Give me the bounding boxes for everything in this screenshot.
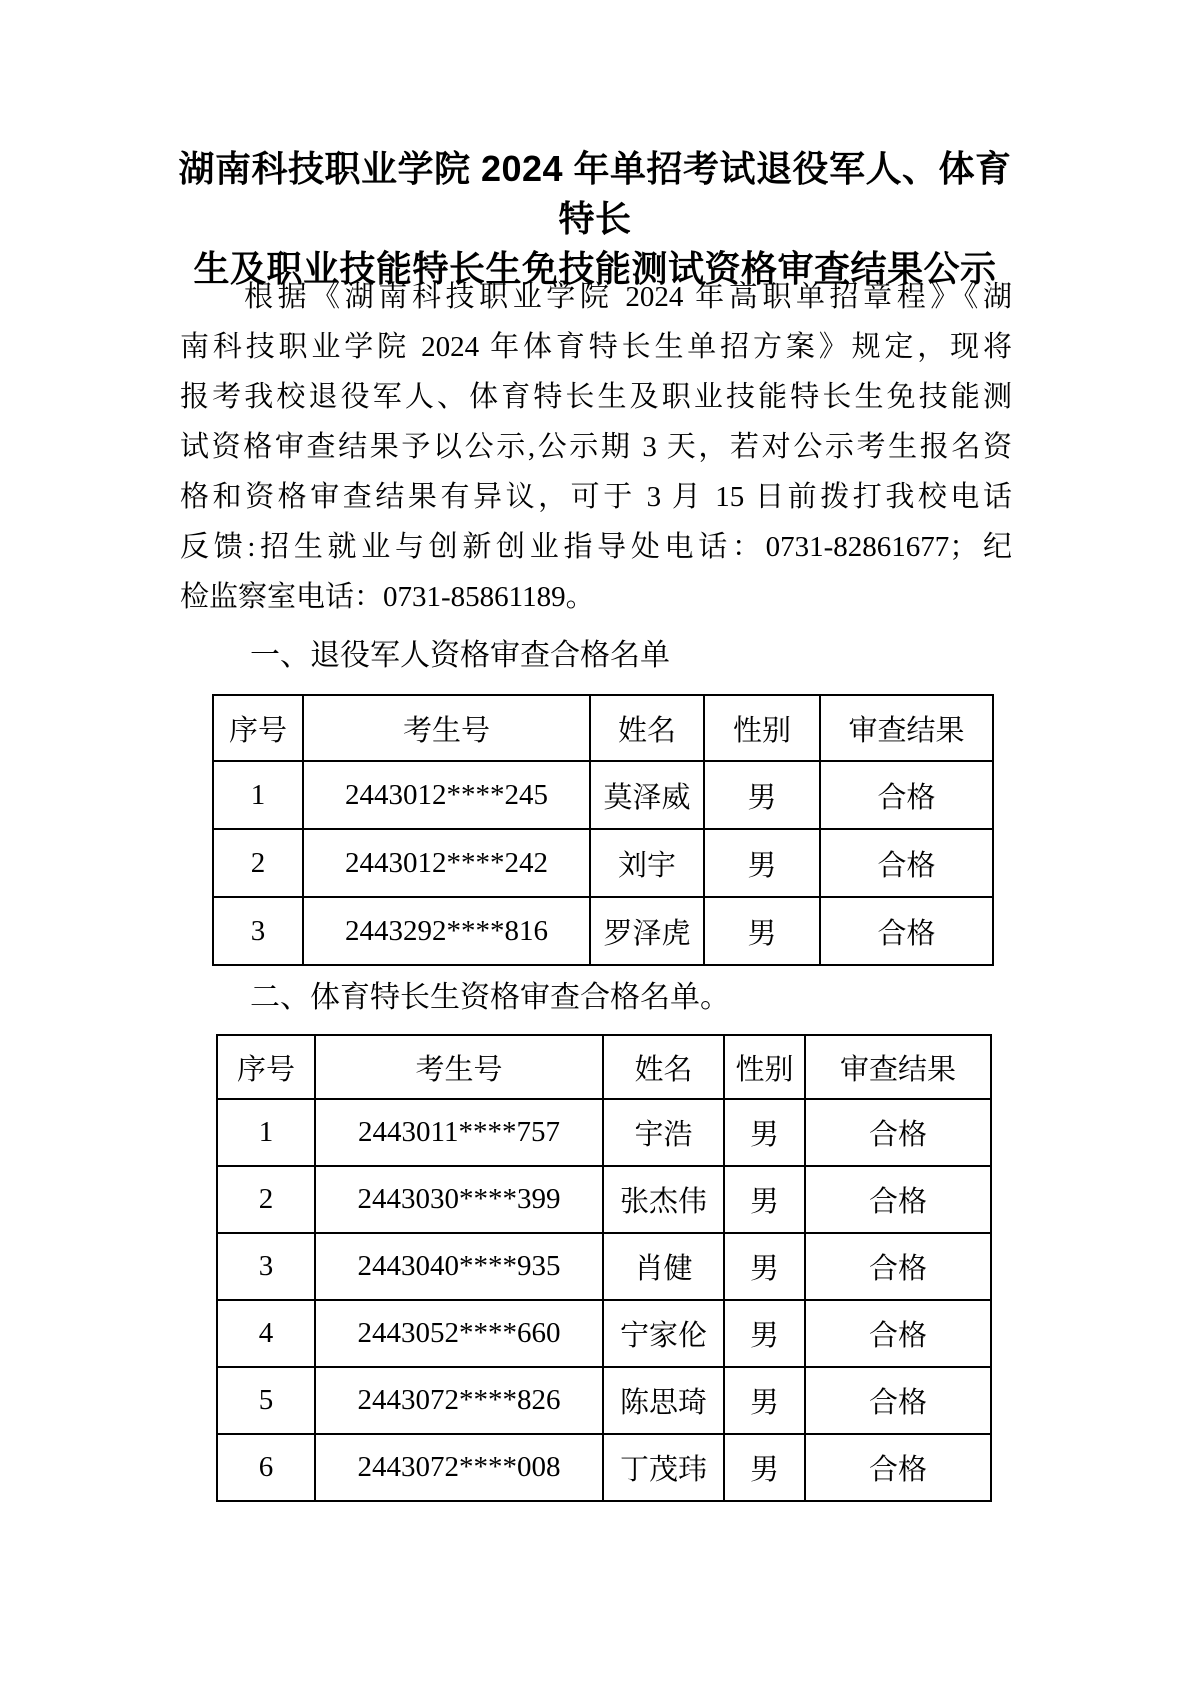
title-line-1: 湖南科技职业学院 2024 年单招考试退役军人、体育特长 xyxy=(178,148,1012,239)
cell-candidate-no: 2443072****826 xyxy=(315,1367,603,1434)
cell-seq: 5 xyxy=(217,1367,315,1434)
cell-seq: 3 xyxy=(213,897,303,965)
cell-candidate-no: 2443292****816 xyxy=(303,897,590,965)
header-result: 审查结果 xyxy=(820,695,993,761)
cell-result: 合格 xyxy=(805,1300,991,1367)
cell-result: 合格 xyxy=(805,1233,991,1300)
cell-gender: 男 xyxy=(724,1099,805,1166)
table-row xyxy=(217,1166,991,1233)
cell-gender: 男 xyxy=(724,1434,805,1501)
cell-seq: 4 xyxy=(217,1300,315,1367)
cell-seq: 2 xyxy=(217,1166,315,1233)
cell-seq: 2 xyxy=(213,829,303,897)
cell-name: 丁茂玮 xyxy=(603,1434,724,1501)
header-name: 姓名 xyxy=(590,695,704,761)
header-gender: 性别 xyxy=(724,1035,805,1099)
table-header-row xyxy=(217,1035,991,1099)
cell-result: 合格 xyxy=(805,1434,991,1501)
cell-candidate-no: 2443052****660 xyxy=(315,1300,603,1367)
cell-gender: 男 xyxy=(724,1233,805,1300)
table-row xyxy=(213,897,993,965)
cell-result: 合格 xyxy=(805,1367,991,1434)
paragraph-line: 格和资格审查结果有异议，可于 3 月 15 日前拨打我校电话 xyxy=(180,481,1012,513)
cell-result: 合格 xyxy=(805,1166,991,1233)
table-row xyxy=(217,1300,991,1367)
cell-name: 肖健 xyxy=(603,1233,724,1300)
table-row xyxy=(217,1367,991,1434)
cell-candidate-no: 2443012****242 xyxy=(303,829,590,897)
cell-candidate-no: 2443012****245 xyxy=(303,761,590,829)
cell-seq: 6 xyxy=(217,1434,315,1501)
cell-candidate-no: 2443030****399 xyxy=(315,1166,603,1233)
header-candidate-no: 考生号 xyxy=(303,695,590,761)
paragraph-line: 反馈:招生就业与创新创业指导处电话：0731-82861677；纪 xyxy=(180,531,1012,563)
cell-name: 陈思琦 xyxy=(603,1367,724,1434)
cell-name: 宁家伦 xyxy=(603,1300,724,1367)
cell-candidate-no: 2443072****008 xyxy=(315,1434,603,1501)
cell-name: 莫泽威 xyxy=(590,761,704,829)
cell-result: 合格 xyxy=(820,761,993,829)
cell-name: 张杰伟 xyxy=(603,1166,724,1233)
title-line-2: 生及职业技能特长生免技能测试资格审查结果公示 xyxy=(193,248,997,289)
header-candidate-no: 考生号 xyxy=(315,1035,603,1099)
cell-name: 宇浩 xyxy=(603,1099,724,1166)
cell-name: 刘宇 xyxy=(590,829,704,897)
cell-result: 合格 xyxy=(805,1099,991,1166)
table-row xyxy=(217,1233,991,1300)
table-row xyxy=(217,1434,991,1501)
table-row xyxy=(213,761,993,829)
cell-name: 罗泽虎 xyxy=(590,897,704,965)
cell-result: 合格 xyxy=(820,829,993,897)
header-gender: 性别 xyxy=(704,695,820,761)
paragraph-line: 根据《湖南科技职业学院 2024 年高职单招章程》《湖 xyxy=(244,281,1012,313)
paragraph-line: 南科技职业学院 2024 年体育特长生单招方案》规定，现将 xyxy=(180,331,1012,363)
table-header-row xyxy=(213,695,993,761)
cell-seq: 3 xyxy=(217,1233,315,1300)
cell-gender: 男 xyxy=(704,761,820,829)
cell-gender: 男 xyxy=(704,829,820,897)
cell-gender: 男 xyxy=(724,1367,805,1434)
header-seq: 序号 xyxy=(213,695,303,761)
section-1-heading: 一、退役军人资格审查合格名单 xyxy=(250,639,670,672)
cell-seq: 1 xyxy=(217,1099,315,1166)
paragraph-line: 检监察室电话：0731-85861189。 xyxy=(180,581,595,613)
header-seq: 序号 xyxy=(217,1035,315,1099)
paragraph-line: 报考我校退役军人、体育特长生及职业技能特长生免技能测 xyxy=(180,381,1012,413)
paragraph-line: 试资格审查结果予以公示,公示期 3 天，若对公示考生报名资 xyxy=(180,431,1012,463)
intro-paragraph xyxy=(180,272,1012,622)
cell-gender: 男 xyxy=(704,897,820,965)
cell-seq: 1 xyxy=(213,761,303,829)
header-result: 审查结果 xyxy=(805,1035,991,1099)
cell-candidate-no: 2443040****935 xyxy=(315,1233,603,1300)
header-name: 姓名 xyxy=(603,1035,724,1099)
section-2-heading: 二、体育特长生资格审查合格名单。 xyxy=(250,981,730,1014)
cell-gender: 男 xyxy=(724,1166,805,1233)
veterans-qualified-table xyxy=(212,694,994,966)
cell-result: 合格 xyxy=(820,897,993,965)
sports-qualified-table xyxy=(216,1034,992,1502)
table-row xyxy=(217,1099,991,1166)
table-row xyxy=(213,829,993,897)
cell-candidate-no: 2443011****757 xyxy=(315,1099,603,1166)
cell-gender: 男 xyxy=(724,1300,805,1367)
